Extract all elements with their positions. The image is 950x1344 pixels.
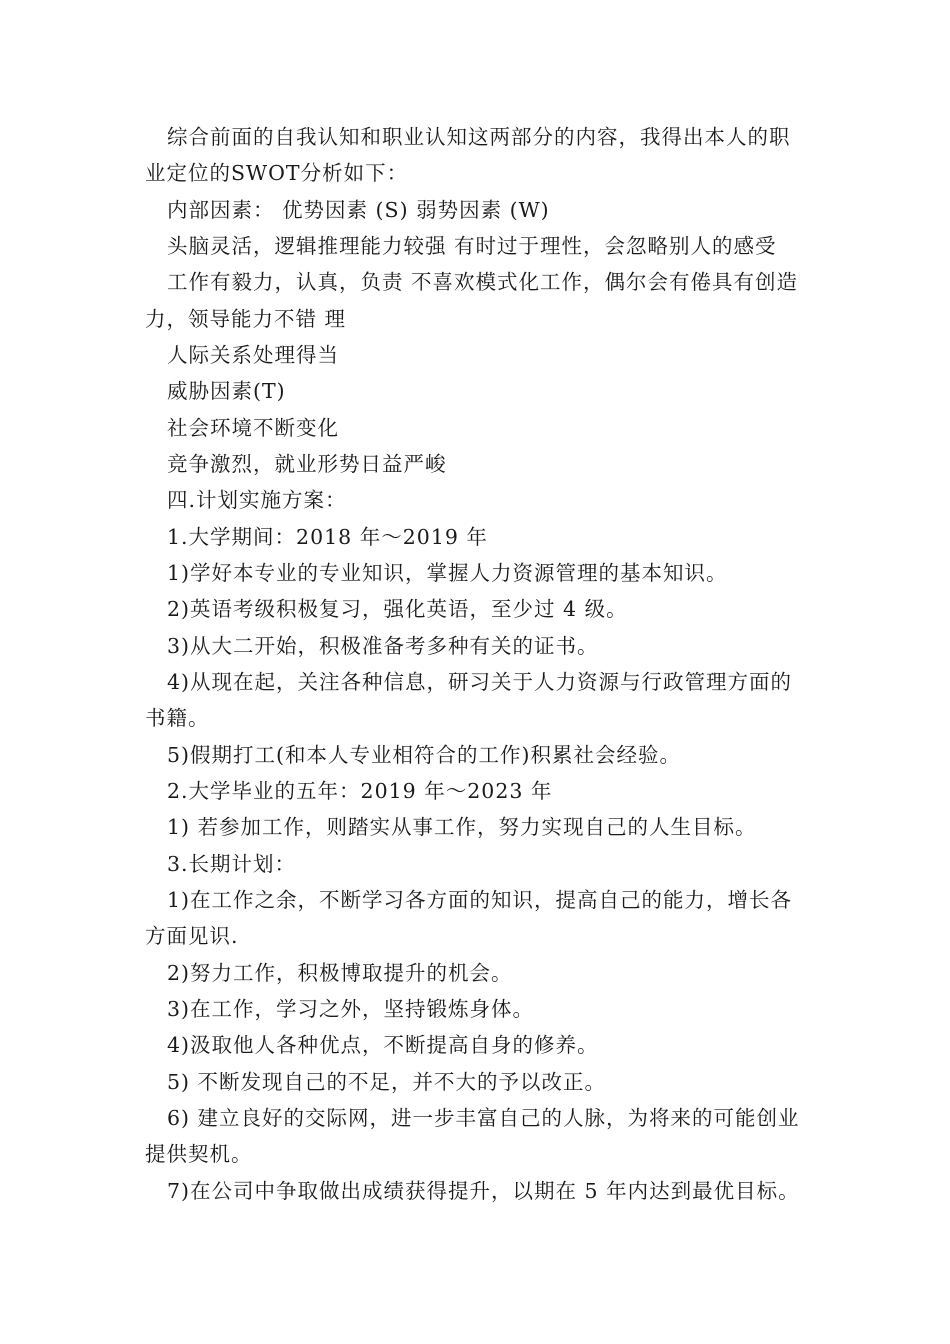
text-line: 1) 若参加工作，则踏实从事工作，努力实现自己的人生目标。 <box>167 815 757 839</box>
subsection-heading: 2.大学毕业的五年：2019 年～2023 年 <box>167 779 553 803</box>
subsection-heading: 1.大学期间：2018 年～2019 年 <box>167 525 488 549</box>
text-line: 内部因素： 优势因素 (S) 弱势因素 (W) <box>167 198 550 222</box>
text-line: 1)学好本专业的专业知识，掌握人力资源管理的基本知识。 <box>167 561 728 585</box>
text-line: 7)在公司中争取做出成绩获得提升，以期在 5 年内达到最优目标。 <box>167 1179 800 1203</box>
subsection-heading: 3.长期计划： <box>167 852 297 876</box>
text-line: 6) 建立良好的交际网，进一步丰富自己的人脉，为将来的可能创业 <box>167 1106 800 1130</box>
text-line: 1)在工作之余，不断学习各方面的知识，提高自己的能力，增长各 <box>167 888 793 912</box>
text-line: 人际关系处理得当 <box>167 343 339 367</box>
text-line: 2)英语考级积极复习，强化英语，至少过 4 级。 <box>167 597 628 621</box>
text-line: 工作有毅力，认真，负责 不喜欢模式化工作，偶尔会有倦具有创造 <box>167 270 799 294</box>
text-line: 3)在工作，学习之外，坚持锻炼身体。 <box>167 997 535 1021</box>
text-line: 书籍。 <box>145 706 210 730</box>
text-line: 方面见识. <box>145 924 239 948</box>
text-line: 4)从现在起，关注各种信息，研习关于人力资源与行政管理方面的 <box>167 670 793 694</box>
text-line: 5)假期打工(和本人专业相符合的工作)积累社会经验。 <box>167 743 682 767</box>
text-line: 4)汲取他人各种优点，不断提高自身的修养。 <box>167 1033 599 1057</box>
text-line: 社会环境不断变化 <box>167 416 339 440</box>
text-line: 提供契机。 <box>145 1142 253 1166</box>
text-line: 业定位的SWOT分析如下： <box>145 161 409 185</box>
text-line: 竞争激烈，就业形势日益严峻 <box>167 452 447 476</box>
text-line: 5) 不断发现自己的不足，并不大的予以改正。 <box>167 1070 607 1094</box>
text-line: 威胁因素(T) <box>167 379 286 403</box>
text-line: 综合前面的自我认知和职业认知这两部分的内容，我得出本人的职 <box>167 125 791 149</box>
text-line: 头脑灵活，逻辑推理能力较强 有时过于理性，会忽略别人的感受 <box>167 234 777 258</box>
text-line: 力，领导能力不错 理 <box>145 307 347 331</box>
section-heading: 四.计划实施方案： <box>167 488 347 512</box>
text-line: 3)从大二开始，积极准备考多种有关的证书。 <box>167 634 599 658</box>
text-line: 2)努力工作，积极博取提升的机会。 <box>167 961 513 985</box>
